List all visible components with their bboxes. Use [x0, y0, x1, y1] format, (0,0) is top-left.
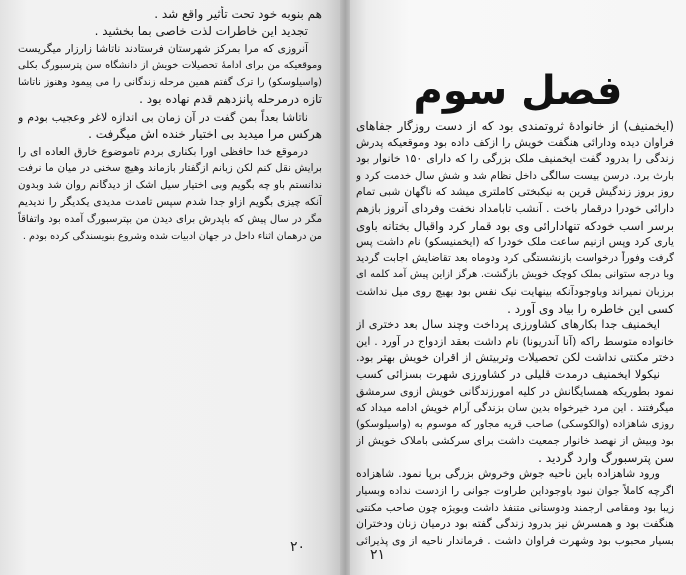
- text-line: آنکه چیزی بگویم ازاو جدا شدم سپس تامدت مدیدی یکدیگر را ندیدیم: [18, 196, 322, 209]
- text-line: روزی شاهزاده (والکوسکی) صاحب قریه مجاور که موسوم به (واسیلوسکو): [356, 418, 674, 430]
- text-line: روز بروز زندگیش قرین به نیکبختی کاملتری میشد که ناگهان شبی تمام: [356, 185, 674, 199]
- text-line: خانواده متوسط راکه (آنا آندریونا) نام داشت بعقد ازدواج در آورد . این: [356, 334, 674, 348]
- text-line: میگرفتند . این مرد خیرخواه بدین سان بزندگی آرام خویش ادامه میداد که: [356, 402, 674, 415]
- text-line: زندگی را بدرود گفت ایخمنیف ملک بزرگی را که دارای ۱۵۰ خانوار بود: [356, 152, 674, 166]
- text-line: فراوان دیده ودارائی هنگفت خویش را ازکف داده بود وموقعیکه پدرش: [356, 135, 674, 149]
- page-number: ۲۰: [290, 539, 306, 555]
- text-line: ناتاشا بعداً بمن گفت در آن زمان بی اندازه لاغر وعجیب بودم و: [18, 110, 308, 124]
- text-line: بسیار محبوب بود وشهرت فراوان داشت . فرماندار ناحیه از وی پذیرائی: [356, 533, 674, 547]
- text-line: (واسیلوسکو) را ترک گفتم همین مرحله زندگانی را می پیمود وهنوز ناتاشا: [18, 77, 322, 89]
- text-line: وبا درجه ستوانی بملک کوچک خویش بازگشت. هرگز ازاین پیش آمد کلمه ای: [356, 269, 674, 281]
- text-line: تازه درمرحله پانزدهم قدم نهاده بود .: [139, 92, 322, 107]
- right-page: [350, 0, 686, 575]
- text-line: هرکس مرا میدید بی اختیار خنده اش میگرفت .: [88, 126, 322, 141]
- text-line: دختر مکنتی نداشت لکن تحصیلات وتربیتش از اقران خویش بهتر بود.: [356, 351, 674, 365]
- text-line: هم بنوبه خود تحت تأثیر واقع شد .: [154, 7, 322, 21]
- text-line: تجدید این خاطرات لذت خاصی بما بخشید .: [94, 24, 308, 39]
- text-line: بود وبیش از نهصد خانوار جمعیت داشت برای سرکشی باملاک خویش از: [356, 434, 674, 448]
- text-line: یاری کرد وپس ازنیم ساعت ملک خودرا که (ایخمنیسکو) نام داشت پس: [356, 235, 674, 249]
- page-number: ۲۱: [370, 547, 386, 563]
- text-line: گرفت وفوراً درخواست بازنشستگی کرد ودوماه بعد تقاضایش اجابت گردید: [356, 252, 674, 264]
- text-line: سن پترسبورگ وارد گردید .: [538, 450, 674, 465]
- text-line: برزبان نمیراند وباوجودآنکه بینهایت نیک نفس بود بهیچ روی میل نداشت: [356, 284, 674, 298]
- text-line: اگرچه کاملاً جوان نبود باوجوداین طراوت جوانی را ازدست نداده وبسیار: [356, 484, 674, 498]
- text-line: ایخمنیف جدا بکارهای کشاورزی پرداخت وچند سال بعد دختری از: [356, 318, 660, 332]
- text-line: ندانستم باو چه بگویم وبی اختیار سیل اشک از دیدگانم روان شد وبدون: [18, 178, 322, 191]
- text-line: وموقعیکه من برای ادامهٔ تحصیلات خویش از دانشگاه سن پترسبورگ بکلی: [18, 60, 322, 72]
- text-line: زیبا بود ومقامی ارجمند ودوستانی متنفذ داشت وبویژه چون صاحب مکنتی: [356, 501, 674, 514]
- text-line: درموقع خدا حافظی اورا بکناری بردم تاموضوع خارق العاده ای را: [18, 144, 308, 158]
- text-line: دارائی خودرا درقمار باخت . آنشب تابامداد نخفت وفردای آنروز بازهم: [356, 201, 674, 215]
- text-line: کسی این خاطره را بیاد وی آورد .: [507, 301, 674, 316]
- text-line: مگر در سال پیش که باپدرش برای دیدن من بپترسبورگ آمده بود واتفاقاً: [18, 214, 322, 226]
- text-line: بارث برد. درسن بیست سالگی داخل نظام شد و شش سال خدمت کرد و: [356, 169, 674, 182]
- chapter-title: فصل سوم: [413, 68, 623, 114]
- text-line: (ایخمنیف) از خانوادهٔ ثروتمندی بود که از دست روزگار جفاهای: [356, 119, 674, 133]
- right-page-text: [356, 118, 674, 549]
- text-line: من درهمان اثناء داخل در جهان ادبیات شده وشروع بنویسندگی کرده بودم .: [22, 231, 322, 243]
- text-line: برسر اسب خودکه تنهادارائی وی بود قمار کرد واقبال بختانه باوی: [356, 218, 674, 233]
- text-line: آنروزی که مرا بمرکز شهرستان فرستادند ناتاشا زارزار میگریست: [18, 42, 308, 56]
- left-page: [0, 0, 342, 575]
- text-line: ورود شاهزاده باین ناحیه جوش وخروش بزرگی برپا نمود. شاهزاده: [356, 467, 660, 481]
- text-line: نیکولا ایخمنیف درمدت قلیلی در کشاورزی شهرت بسزائی کسب: [356, 367, 660, 381]
- text-line: هنگفت بود و همسرش نیز بدرود زندگی گفته بود درمیان زنان ودختران: [356, 517, 674, 531]
- left-page-text: [18, 6, 322, 245]
- text-line: برایش نقل کنم لکن زبانم ازگفتار بازماند وهیچ سخنی در میان ما نرفت: [18, 161, 322, 174]
- text-line: نمود بطوریکه همسایگانش در کلیه امورزندگانی خویش ازوی سرمشق: [356, 384, 674, 398]
